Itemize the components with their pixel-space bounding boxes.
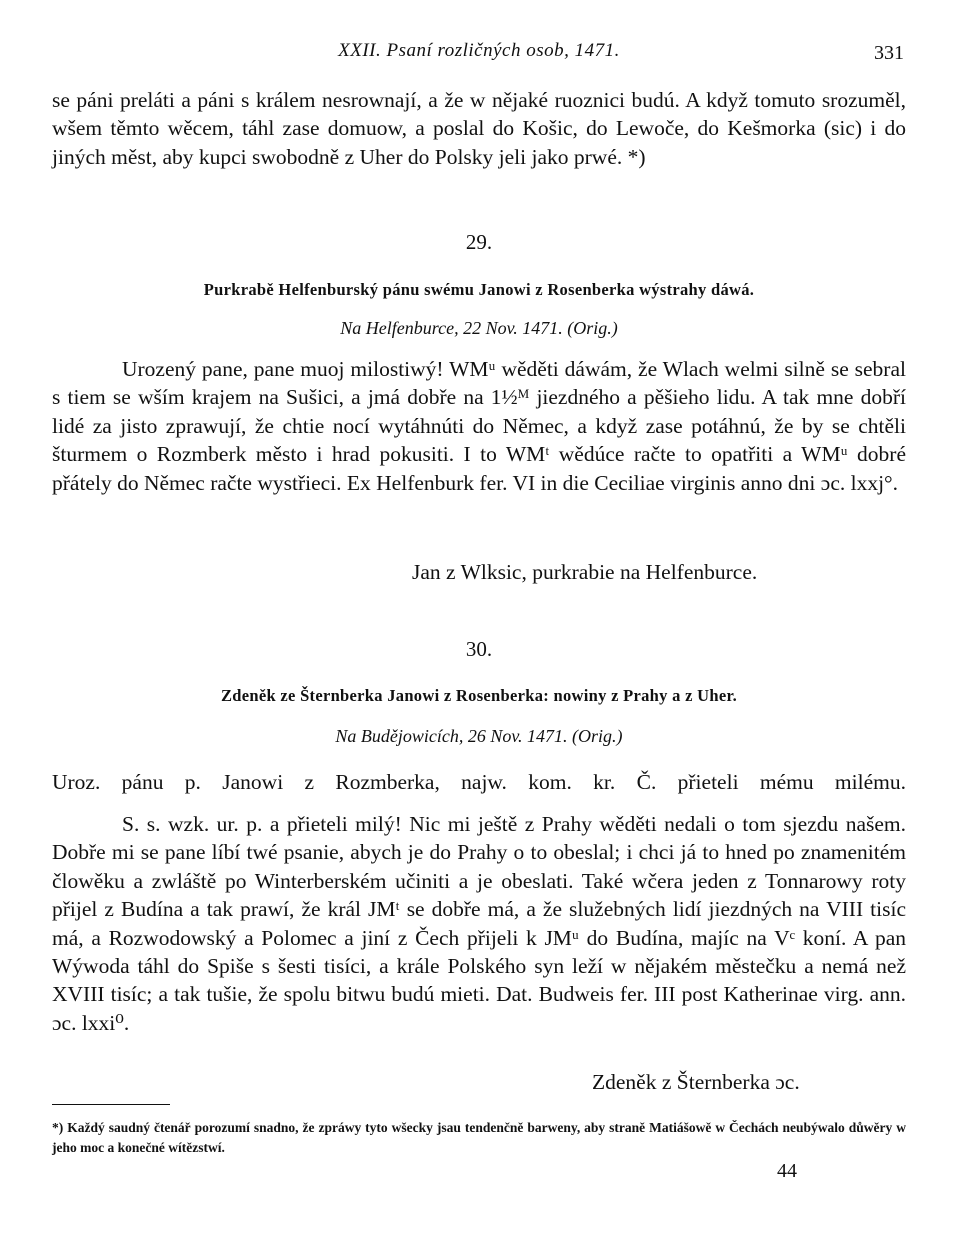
running-header bbox=[52, 40, 906, 68]
letter-30-subject: Zdeněk ze Šternberka Janowi z Rosenberka: nowiny z Prahy a z Uher. bbox=[220, 686, 737, 705]
footnote: *) Každý saudný čtenář porozumí snadno, že zpráwy tyto wšecky jsau tendenčně barweny, aby straně Matiášowě w Čechách neubýwalo důwěry w jeho moc a konečné wítězstwí. bbox=[52, 1120, 906, 1155]
signature-mark: 44 bbox=[777, 1160, 797, 1182]
document-page bbox=[52, 0, 906, 1245]
letter-30-number: 30. bbox=[465, 637, 493, 661]
letter-30-place-date: Na Budějowicích, 26 Nov. 1471. (Orig.) bbox=[335, 726, 623, 746]
letter-30-address: Uroz. pánu p. Janowi z Rozmberka, najw. kom. kr. Č. přieteli mému milému. bbox=[52, 770, 906, 794]
letter-29-number: 29. bbox=[465, 230, 493, 254]
letter-30-signature: Zdeněk z Šternberka ɔc. bbox=[592, 1070, 800, 1094]
letter-30-body: S. s. wzk. ur. p. a přieteli milý! Nic mi ještě z Prahy wěděti nedali o tom sjezdu našem. Dobře mi se pane líbí twé psanie, abych je do Prahy o to obeslal; i chci já to hned po znamenitém člowěku a zwláště po Winterberském učiniti a je obeslati. Také wčera jeden z Tonnarowy roty přijel z Budína a tak prawí, že král JMᵗ se dobře má, a že služebných lidí jiezdných na VIII tisíc má, a Rozwodowský a Polomec a jiní z Čech přijeli k JMᵘ do Budína, majíc na Vᶜ koní. A pan Wýwoda táhl do Spiše s šesti tisíci, a krále Polského syn leží w nějakém městečku a nemá než XVIII tisíc; a tak tušie, že spolu bitwu budú mieti. Dat. Budweis fer. III post Katherinae virg. ann. ɔc. lxxi⁰. bbox=[52, 812, 906, 1035]
page-number: 331 bbox=[874, 42, 904, 64]
continuation-paragraph: se páni preláti a páni s králem nesrownají, a že w nějaké ruoznici budú. A když tomuto srozuměl, wšem těmto wěcem, táhl zase domuow, a poslal do Košic, do Lewoče, do Kešmorka (sic) i do jiných měst, aby kupci swobodně z Uher do Polsky jeli jako prwé. *) bbox=[52, 88, 906, 169]
letter-29-subject: Purkrabě Helfenburský pánu swému Janowi z Rosenberka wýstrahy dáwá. bbox=[203, 280, 755, 299]
running-title: XXII. Psaní rozličných osob, 1471. bbox=[338, 40, 620, 61]
letter-29-body: Urozený pane, pane muoj milostiwý! WMᵘ wěděti dáwám, že Wlach welmi silně se sebral s tiem se wším krajem na Sušici, a jmá dobře na 1½ᴹ jiezdného a pěšieho lidu. A tak mne dobří lidé za jisto zprawují, že chtie nocí wytáhnúti do Němec, a když zase potáhnú, že by se chtěli šturmem o Rozmberk město i hrad pokusiti. I to WMᵗ wědúce račte to opatřiti a WMᵘ dobré přátely do Němec račte wystřieci. Ex Helfenburk fer. VI in die Ceciliae virginis anno dni ɔc. lxxj°. bbox=[52, 357, 906, 495]
letter-29-place-date: Na Helfenburce, 22 Nov. 1471. (Orig.) bbox=[340, 318, 618, 338]
footnote-rule bbox=[52, 1104, 170, 1105]
letter-29-signature: Jan z Wlksic, purkrabie na Helfenburce. bbox=[412, 560, 758, 584]
